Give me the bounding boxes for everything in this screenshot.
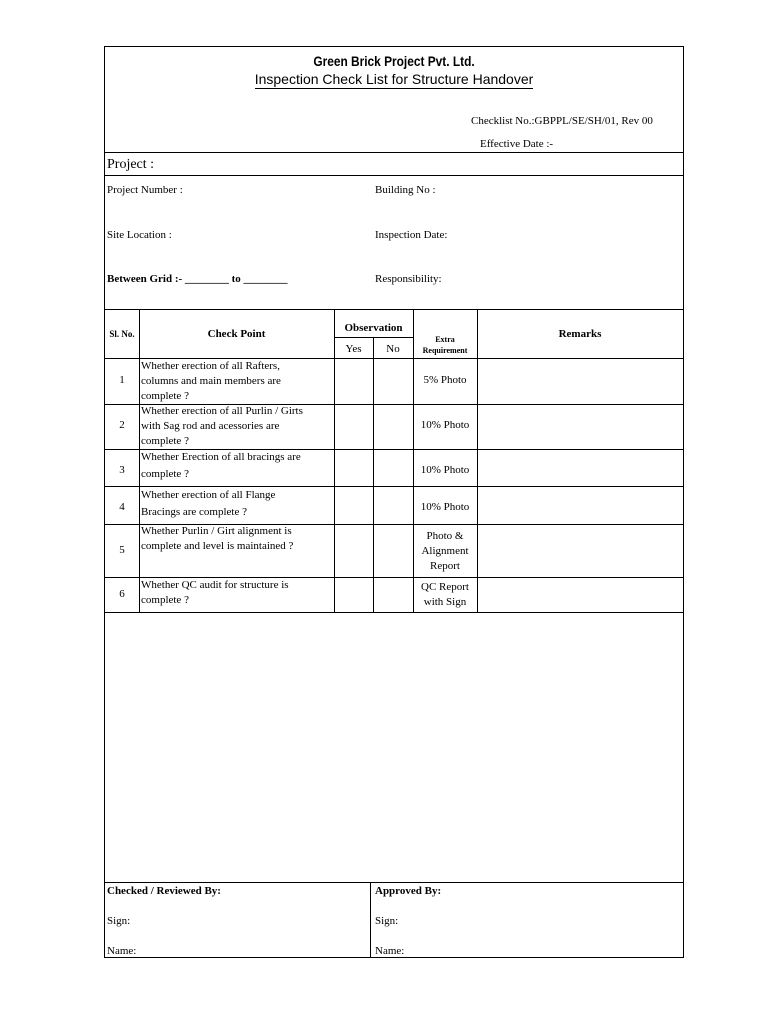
row4-checkpoint xyxy=(141,487,275,521)
form-title-text: Inspection Check List for Structure Handover xyxy=(254,71,534,87)
row1-line2: columns and main members are xyxy=(141,375,281,387)
row2-line2: with Sag rod and acessories are xyxy=(141,420,280,432)
header-check-point: Check Point xyxy=(207,328,266,340)
row2-extra: 10% Photo xyxy=(420,419,470,431)
row1-sl: 1 xyxy=(119,374,125,386)
row1-extra: 5% Photo xyxy=(423,374,467,386)
company-name: Green Brick Project Pvt. Ltd. xyxy=(313,53,475,69)
table-bottom xyxy=(105,612,683,613)
row1-line3: complete ? xyxy=(141,390,189,402)
row3-checkpoint xyxy=(141,449,301,483)
row5-extra-line1: Photo & xyxy=(426,530,464,542)
row3-extra: 10% Photo xyxy=(420,464,470,476)
approved-by-label: Approved By: xyxy=(375,885,442,897)
row3-line1: Whether Erection of all bracings are xyxy=(141,451,301,463)
divider-project xyxy=(105,175,683,176)
header-extra-line2: Requirement xyxy=(422,346,468,355)
name-left-label: Name: xyxy=(107,945,137,957)
form-title xyxy=(105,71,683,87)
row1-checkpoint xyxy=(141,359,281,404)
row4-line1: Whether erection of all Flange xyxy=(141,489,276,501)
row6-extra xyxy=(413,580,477,610)
inspection-date-label: Inspection Date: xyxy=(375,229,448,241)
row6-line2: complete ? xyxy=(141,594,189,606)
row6-extra-line1: QC Report xyxy=(421,581,469,593)
row5-line2: complete and level is maintained ? xyxy=(141,540,294,552)
row1-line1: Whether erection of all Rafters, xyxy=(141,360,280,372)
header-observation: Observation xyxy=(344,322,403,334)
row2-line1: Whether erection of all Purlin / Girts xyxy=(141,405,303,417)
row5-checkpoint xyxy=(141,524,293,554)
col-line-sl xyxy=(139,309,140,612)
footer-split-line xyxy=(370,882,371,958)
header-no: No xyxy=(386,343,400,355)
divider-table-top xyxy=(105,309,683,310)
header-sl-no: Sl. No. xyxy=(109,329,135,339)
between-grid-label: Between Grid :- ________ to ________ xyxy=(107,273,288,285)
row6-line1: Whether QC audit for structure is xyxy=(141,579,289,591)
row5-sl: 5 xyxy=(119,544,125,556)
sign-left-label: Sign: xyxy=(107,915,131,927)
row4-extra: 10% Photo xyxy=(420,501,470,513)
row6-checkpoint xyxy=(141,578,289,608)
row6-sl: 6 xyxy=(119,588,125,600)
project-label: Project : xyxy=(107,157,155,172)
row2-checkpoint xyxy=(141,404,303,449)
checklist-form xyxy=(104,46,684,958)
building-no-label: Building No : xyxy=(375,184,436,196)
header-yes: Yes xyxy=(345,343,362,355)
row6-extra-line2: with Sign xyxy=(423,596,467,608)
site-location-label: Site Location : xyxy=(107,229,172,241)
col-line-extra xyxy=(477,309,478,612)
row5-extra xyxy=(413,529,477,574)
row4-line2: Bracings are complete ? xyxy=(141,506,247,518)
row3-sl: 3 xyxy=(119,464,125,476)
row5-line1: Whether Purlin / Girt alignment is xyxy=(141,525,292,537)
row3-line2: complete ? xyxy=(141,468,189,480)
row5-extra-line3: Report xyxy=(430,560,460,572)
header-remarks: Remarks xyxy=(558,328,602,340)
row4-sl: 4 xyxy=(119,501,125,513)
divider-header xyxy=(105,152,683,153)
row5-extra-line2: Alignment xyxy=(421,545,469,557)
row2-line3: complete ? xyxy=(141,435,189,447)
header-extra-line1: Extra xyxy=(435,335,455,344)
effective-date: Effective Date :- xyxy=(480,138,554,150)
checklist-number: Checklist No.:GBPPL/SE/SH/01, Rev 00 xyxy=(471,115,653,127)
project-number-label: Project Number : xyxy=(107,184,183,196)
sign-right-label: Sign: xyxy=(375,915,399,927)
name-right-label: Name: xyxy=(375,945,405,957)
row2-sl: 2 xyxy=(119,419,125,431)
footer-top-line xyxy=(105,882,683,883)
checked-by-label: Checked / Reviewed By: xyxy=(107,885,221,897)
observation-divider xyxy=(334,337,413,338)
responsibility-label: Responsibility: xyxy=(375,273,442,285)
col-line-yes xyxy=(373,337,374,612)
